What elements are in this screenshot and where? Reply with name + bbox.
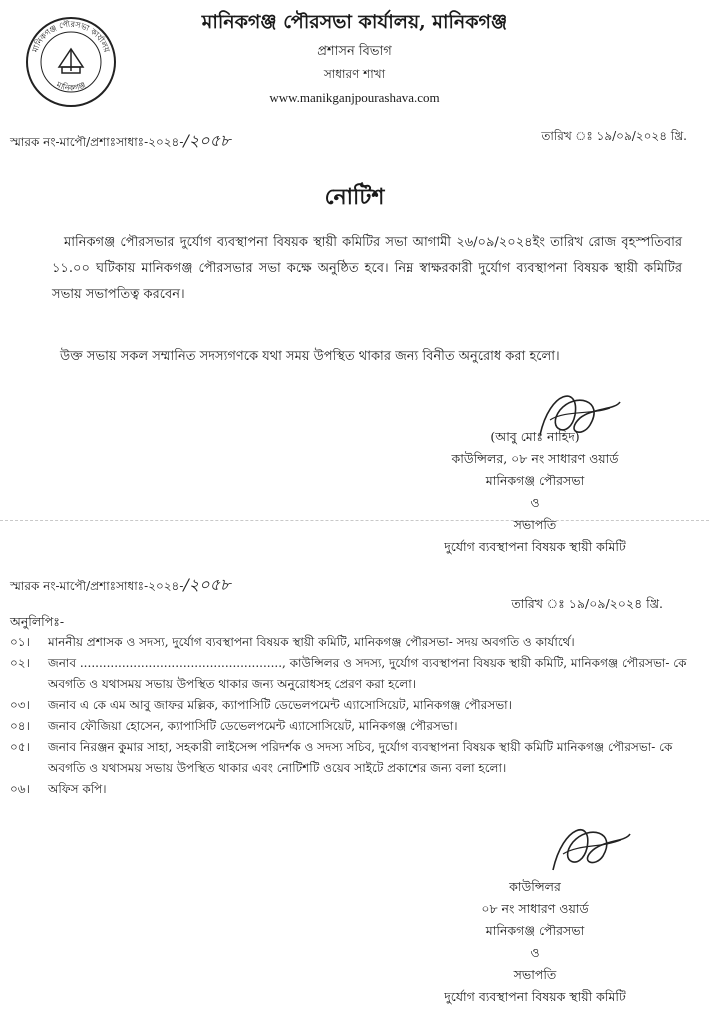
- signature-block-1: [390, 426, 680, 558]
- cc-item-text: মাননীয় প্রশাসক ও সদস্য, দুর্যোগ ব্যবস্থাপনা বিষয়ক স্থায়ী কমিটি, মানিকগঞ্জ পৌরসভা- সদয় অবগতি ও কার্যার্থে।: [48, 635, 575, 649]
- seal-text-top: মানিকগঞ্জ পৌরসভা কার্যালয়: [30, 19, 112, 54]
- signatory-designation: কাউন্সিলর, ০৮ নং সাধারণ ওয়ার্ড: [451, 451, 619, 466]
- cc-item-number: ০৪।: [10, 719, 30, 733]
- signatory-role: সভাপতি: [513, 517, 557, 532]
- signatory-designation-2: কাউন্সিলর: [509, 879, 561, 894]
- memo-number-2: [10, 572, 230, 599]
- cc-item-text: জনাব নিরঞ্জন কুমার সাহা, সহকারী লাইসেন্স পরিদর্শক ও সদস্য সচিব, দুর্যোগ ব্যবস্থাপনা বিষয়ক স্থায়ী কমিটি মানিকগঞ্জ পৌরসভা- কে অবগতি ও যথাসময় সভায় উপস্থিত থাকার এবং নোটিশটি ওয়েব সাইটে প্রকাশের জন্য বলা হলো।: [48, 740, 673, 775]
- notice-title: নোটিশ: [324, 184, 385, 210]
- section-divider: [0, 520, 709, 521]
- cc-item-number: ০১।: [10, 635, 30, 649]
- memo-number-label: স্মারক নং-মাপৌ/প্রশাঃসাধাঃ-২০২৪-: [10, 135, 184, 149]
- cc-item-text: জনাব ফৌজিয়া হোসেন, ক্যাপাসিটি ডেভেলপমেন্ট এ্যাসোসিয়েট, মানিকগঞ্জ পৌরসভা।: [48, 719, 458, 733]
- cc-item-3: [10, 695, 700, 716]
- signatory-office-2: মানিকগঞ্জ পৌরসভা: [485, 923, 585, 938]
- seal-text-bottom: মানিকগঞ্জ: [55, 80, 87, 93]
- cc-item-2: [10, 653, 700, 695]
- signatory-ward-2: ০৮ নং সাধারণ ওয়ার্ড: [481, 901, 589, 916]
- notice-paragraph-2: উক্ত সভায় সকল সম্মানিত সদস্যগণকে যথা সময় উপস্থিত থাকার জন্য বিনীত অনুরোধ করা হলো।: [60, 349, 560, 364]
- notice-paragraph-1: মানিকগঞ্জ পৌরসভার দুর্যোগ ব্যবস্থাপনা বিষয়ক স্থায়ী কমিটির সভা আগামী ২৬/০৯/২০২৪ইং তারিখ রোজ বৃহস্পতিবার ১১.০০ ঘটিকায় মানিকগঞ্জ পৌরসভার সভা কক্ষে অনুষ্ঠিত হবে। নিম্ন স্বাক্ষরকারী দুর্যোগ ব্যবস্থাপনা বিষয়ক স্থায়ী কমিটির সভায় সভাপতিত্ব করবেন।: [52, 235, 682, 302]
- signatory-committee-2: দুর্যোগ ব্যবস্থাপনা বিষয়ক স্থায়ী কমিটি: [444, 989, 626, 1004]
- signatory-name: (আবু মোঃ নাহিদ): [490, 429, 580, 444]
- department-name: প্রশাসন বিভাগ: [317, 44, 392, 59]
- memo-number-handwritten: /২০৫৮: [183, 131, 231, 150]
- signatory-role-2: সভাপতি: [513, 967, 557, 982]
- office-title: মানিকগঞ্জ পৌরসভা কার্যালয়, মানিকগঞ্জ: [201, 11, 508, 33]
- website-link[interactable]: www.manikganjpourashava.com: [269, 90, 440, 105]
- signatory-office: মানিকগঞ্জ পৌরসভা: [485, 473, 585, 488]
- signature-block-2: [390, 876, 680, 1008]
- cc-item-text: জনাব ....................................................., কাউন্সিলর ও সদস্য, দুর্যোগ ব্যবস্থাপনা বিষয়ক স্থায়ী কমিটি, মানিকগঞ্জ পৌরসভা- কে অবগতি ও যথাসময় সভায় উপস্থিত থাকার জন্য অনুরোধসহ প্রেরণ করা হলো।: [48, 656, 687, 691]
- signatory-and: ও: [530, 495, 540, 510]
- cc-item-1: [10, 632, 700, 653]
- memo-date-2: তারিখ ঃ ১৯/০৯/২০২৪ খ্রি.: [511, 596, 663, 611]
- cc-item-5: [10, 737, 700, 779]
- cc-item-4: [10, 716, 700, 737]
- cc-list: [10, 632, 700, 800]
- cc-item-text: জনাব এ কে এম আবু জাফর মল্লিক, ক্যাপাসিটি ডেভেলপমেন্ট এ্যাসোসিয়েট, মানিকগঞ্জ পৌরসভা।: [48, 698, 512, 712]
- memo-number-handwritten-2: /২০৫৮: [183, 575, 231, 594]
- cc-item-number: ০৫।: [10, 740, 30, 754]
- cc-item-number: ০৬।: [10, 782, 30, 796]
- cc-item-text: অফিস কপি।: [48, 782, 107, 796]
- memo-number-label-2: স্মারক নং-মাপৌ/প্রশাঃসাধাঃ-২০২৪-: [10, 579, 184, 593]
- signatory-and-2: ও: [530, 945, 540, 960]
- memo-date: তারিখ ঃ ১৯/০৯/২০২৪ খ্রি.: [541, 129, 687, 143]
- cc-item-number: ০২।: [10, 656, 30, 670]
- signatory-committee: দুর্যোগ ব্যবস্থাপনা বিষয়ক স্থায়ী কমিটি: [444, 539, 626, 554]
- section-name: সাধারণ শাখা: [323, 67, 386, 81]
- cc-item-number: ০৩।: [10, 698, 30, 712]
- signature-scribble-2: [535, 810, 635, 880]
- memo-number: [10, 128, 230, 155]
- cc-heading: অনুলিপিঃ-: [10, 614, 65, 629]
- cc-item-6: [10, 779, 700, 800]
